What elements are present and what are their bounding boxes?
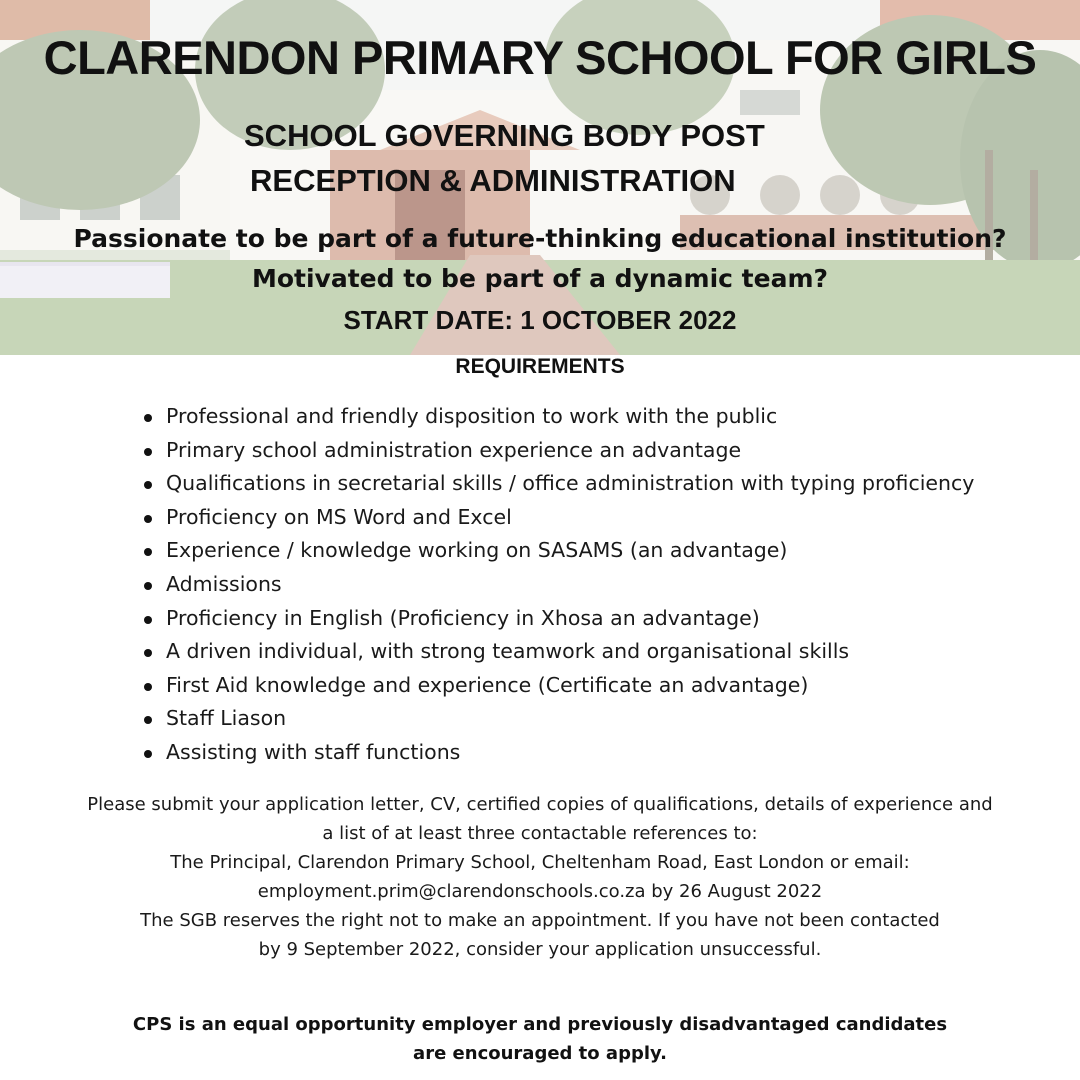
position-title: RECEPTION & ADMINISTRATION xyxy=(250,163,736,198)
requirements-list xyxy=(142,400,974,770)
question-2: Motivated to be part of a dynamic team? xyxy=(251,264,829,293)
application-email-line: employment.prim@clarendonschools.co.za by 26 August 2022 xyxy=(257,881,823,902)
application-line: Please submit your application letter, CV, certified copies of qualifications, details of experience and xyxy=(87,794,993,815)
list-item: Experience / knowledge working on SASAMS (an advantage) xyxy=(142,534,974,568)
application-line: by 9 September 2022, consider your application unsuccessful. xyxy=(258,939,822,960)
notice-line: are encouraged to apply. xyxy=(413,1043,667,1064)
hero-banner xyxy=(0,0,1080,355)
post-type: SCHOOL GOVERNING BODY POST xyxy=(244,118,765,153)
application-line: The SGB reserves the right not to make an appointment. If you have not been contacted xyxy=(140,910,940,931)
application-line: a list of at least three contactable references to: xyxy=(322,823,758,844)
notice-line: CPS is an equal opportunity employer and previously disadvantaged candidates xyxy=(132,1014,948,1035)
application-instructions xyxy=(0,790,1080,964)
list-item: Assisting with staff functions xyxy=(142,736,974,770)
list-item: Professional and friendly disposition to work with the public xyxy=(142,400,974,434)
list-item: Admissions xyxy=(142,568,974,602)
application-line: The Principal, Clarendon Primary School, Cheltenham Road, East London or email: xyxy=(170,852,910,873)
start-date: START DATE: 1 OCTOBER 2022 xyxy=(343,305,737,335)
list-item: Proficiency on MS Word and Excel xyxy=(142,501,974,535)
list-item: Qualifications in secretarial skills / office administration with typing proficiency xyxy=(142,467,974,501)
requirements-heading: REQUIREMENTS xyxy=(455,355,625,378)
equal-opportunity-notice xyxy=(0,1010,1080,1068)
list-item: Primary school administration experience an advantage xyxy=(142,434,974,468)
question-1: Passionate to be part of a future-thinking educational institution? xyxy=(73,224,1007,253)
list-item: A driven individual, with strong teamwork and organisational skills xyxy=(142,635,974,669)
list-item: Proficiency in English (Proficiency in Xhosa an advantage) xyxy=(142,602,974,636)
school-name: CLARENDON PRIMARY SCHOOL FOR GIRLS xyxy=(43,31,1037,84)
list-item: First Aid knowledge and experience (Certificate an advantage) xyxy=(142,669,974,703)
list-item: Staff Liason xyxy=(142,702,974,736)
